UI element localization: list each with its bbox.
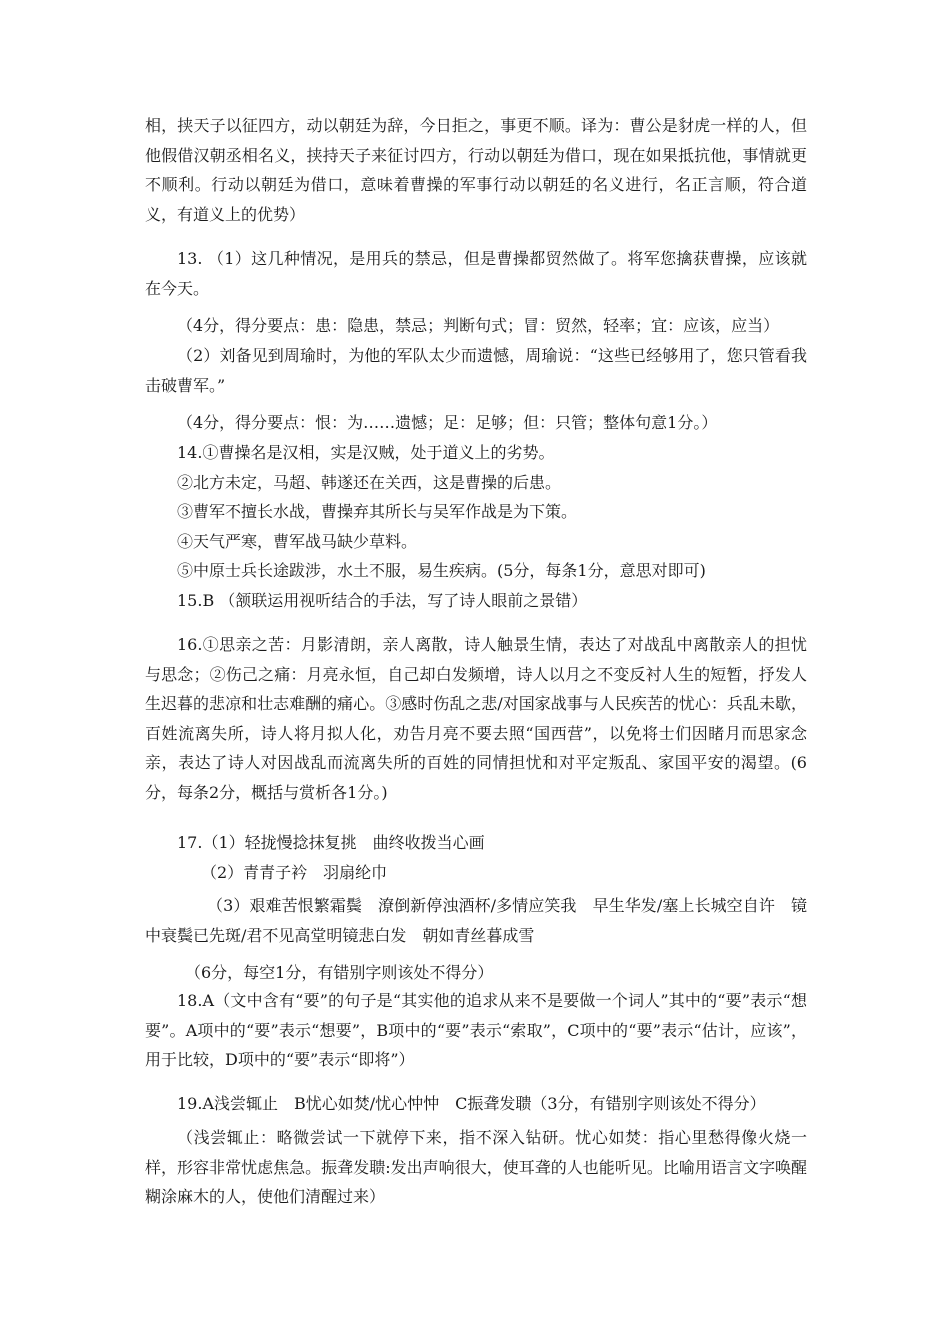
answer-13-2-score-text: （4分，得分要点：恨：为……遗憾；足：足够；但：只管；整体句意1分。） xyxy=(177,413,718,432)
answer-14-point-3: ③曹军不擅长水战，曹操弃其所长与吴军作战是为下策。 xyxy=(177,502,578,522)
answer-19-note xyxy=(145,1123,807,1212)
answer-19-note-text: （浅尝辄止：略微尝试一下就停下来，指不深入钻研。忧心如焚：指心里愁得像火烧一样，形容非常忧虑焦急。振聋发聩:发出声响很大，使耳聋的人也能听见。比喻用语言文字唤醒糊涂麻木的人，使他们清醒过来） xyxy=(145,1128,807,1207)
answer-14-point-4: ④天气严寒，曹军战马缺少草料。 xyxy=(177,531,418,551)
paragraph-text: 相，挟天子以征四方，动以朝廷为辞，今日拒之，事更不顺。译为：曹公是豺虎一样的人，但他假借汉朝丞相名义，挟持天子来征讨四方，行动以朝廷为借口，现在如果抵抗他，事情就更不顺利。行动以朝廷为借口，意味着曹操的军事行动以朝廷的名义进行，名正言顺，符合道义，有道义上的优势） xyxy=(145,116,807,224)
answer-15: 15.B （颔联运用视听结合的手法，写了诗人眼前之景错） xyxy=(177,590,588,610)
answer-14-point-5: ⑤中原士兵长途跋涉，水土不服，易生疾病。(5分，每条1分，意思对即可) xyxy=(177,561,706,581)
answer-18-text: 18.A（文中含有“要”的句子是“其实他的追求从来不是要做一个词人”其中的“要”表示“想要”。A项中的“要”表示“想要”，B项中的“要”表示“索取”，C项中的“要”表示“估计，应该”，用于比较，D项中的“要”表示“即将”） xyxy=(145,991,807,1070)
answer-14-point-1: 14.①曹操名是汉相，实是汉贼，处于道义上的劣势。 xyxy=(177,443,555,462)
answer-17-1: 17.（1）轻拢慢捻抹复挑 曲终收拨当心画 xyxy=(177,833,485,852)
answer-17 xyxy=(145,828,807,887)
answer-17-2: （2）青青子衿 羽扇纶巾 xyxy=(201,862,388,882)
paragraph-prev-answer xyxy=(145,111,807,229)
answer-14-point-2: ②北方未定，马超、韩遂还在关西，这是曹操的后患。 xyxy=(177,472,562,492)
answer-18 xyxy=(145,986,807,1075)
answer-17-3 xyxy=(145,891,807,950)
answer-19 xyxy=(145,1089,807,1119)
answer-13-2-text: （2）刘备见到周瑜时，为他的军队太少而遗憾，周瑜说：“这些已经够用了，您只管看我击破曹军。” xyxy=(145,346,807,395)
answer-13-1-score-text: （4分，得分要点：患：隐患，禁忌；判断句式；冒：贸然，轻率；宜：应该，应当） xyxy=(177,316,780,335)
answer-17-score xyxy=(145,958,807,988)
answer-13-1-score xyxy=(145,311,807,341)
answer-13-2-score xyxy=(145,408,807,438)
answer-14 xyxy=(145,438,807,616)
answer-17-3-text: （3）艰难苦恨繁霜鬓 潦倒新停浊酒杯/多情应笑我 早生华发/塞上长城空自许 镜中衰鬓已先斑/君不见高堂明镜悲白发 朝如青丝暮成雪 xyxy=(145,896,807,945)
answer-16-text: 16.①思亲之苦：月影清朗，亲人离散，诗人触景生情，表达了对战乱中离散亲人的担忧与思念；②伤己之痛：月亮永恒，自己却白发频增，诗人以月之不变反衬人生的短暂，抒发人生迟暮的悲凉和壮志难酬的痛心。③感时伤乱之悲/对国家战事与人民疾苦的忧心：兵乱未歇，百姓流离失所，诗人将月拟人化，劝告月亮不要去照“国西营”，以免将士们因睹月而思家念亲，表达了诗人对因战乱而流离失所的百姓的同情担忧和对平定叛乱、家国平安的渴望。(6分，每条2分，概括与赏析各1分。) xyxy=(145,635,807,802)
answer-19-text: 19.A浅尝辄止 B忧心如焚/忧心忡忡 C振聋发聩（3分，有错别字则该处不得分） xyxy=(177,1094,766,1113)
answer-13-1-text: 13. （1）这几种情况，是用兵的禁忌，但是曹操都贸然做了。将军您擒获曹操，应该就在今天。 xyxy=(145,249,807,298)
answer-13-1 xyxy=(145,244,807,303)
answer-17-score-text: （6分，每空1分，有错别字则该处不得分） xyxy=(185,963,494,982)
answer-13-2 xyxy=(145,341,807,400)
answer-16 xyxy=(145,630,807,808)
